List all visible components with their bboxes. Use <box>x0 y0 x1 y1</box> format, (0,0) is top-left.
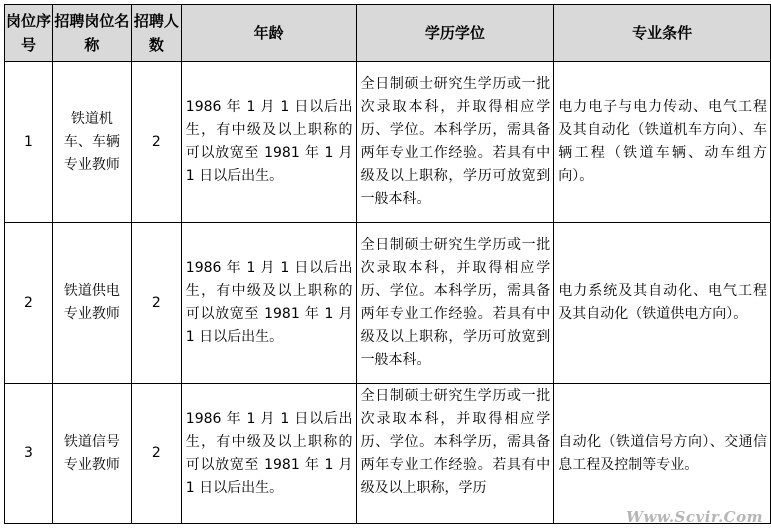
table-row <box>5 384 771 524</box>
row-count: 2 <box>131 384 181 524</box>
header-post-no: 岗位序号 <box>5 5 53 62</box>
header-age: 年龄 <box>181 5 356 62</box>
watermark: Www.Scvir.Com <box>626 508 763 526</box>
row-age: 1986 年 1 月 1 日以后出生，有中级及以上职称的可以放宽至 1981 年 1 月 1 日以后出生。 <box>181 223 356 384</box>
header-education: 学历学位 <box>356 5 554 62</box>
row-education: 全日制硕士研究生学历或一批次录取本科，并取得相应学历、学位。本科学历，需具备两年专业工作经验。若具有中级及以上职称，学历 <box>356 384 554 524</box>
row-no: 1 <box>5 62 53 223</box>
header-post-name: 招聘岗位名称 <box>52 5 131 62</box>
row-count: 2 <box>131 223 181 384</box>
row-major: 电力电子与电力传动、电气工程及其自动化（铁道机车方向）、车辆工程（铁道车辆、动车组方向）。 <box>554 62 771 223</box>
header-count: 招聘人数 <box>131 5 181 62</box>
row-no: 2 <box>5 223 53 384</box>
header-major: 专业条件 <box>554 5 771 62</box>
row-name: 铁道供电专业教师 <box>52 223 131 384</box>
row-major: 自动化（铁道信号方向）、交通信息工程及控制等专业。 <box>554 384 771 524</box>
row-name: 铁道信号专业教师 <box>52 384 131 524</box>
header-row <box>5 5 771 62</box>
table-row <box>5 223 771 384</box>
row-age: 1986 年 1 月 1 日以后出生，有中级及以上职称的可以放宽至 1981 年 1 月 1 日以后出生。 <box>181 384 356 524</box>
row-count: 2 <box>131 62 181 223</box>
row-age: 1986 年 1 月 1 日以后出生，有中级及以上职称的可以放宽至 1981 年 1 月 1 日以后出生。 <box>181 62 356 223</box>
row-name: 铁道机车、车辆专业教师 <box>52 62 131 223</box>
row-education: 全日制硕士研究生学历或一批次录取本科，并取得相应学历、学位。本科学历，需具备两年专业工作经验。若具有中级及以上职称，学历可放宽到一般本科。 <box>356 62 554 223</box>
table-row <box>5 62 771 223</box>
recruitment-table <box>4 4 771 524</box>
row-education: 全日制硕士研究生学历或一批次录取本科，并取得相应学历、学位。本科学历，需具备两年专业工作经验。若具有中级及以上职称，学历可放宽到一般本科。 <box>356 223 554 384</box>
row-major: 电力系统及其自动化、电气工程及其自动化（铁道供电方向）。 <box>554 223 771 384</box>
row-no: 3 <box>5 384 53 524</box>
